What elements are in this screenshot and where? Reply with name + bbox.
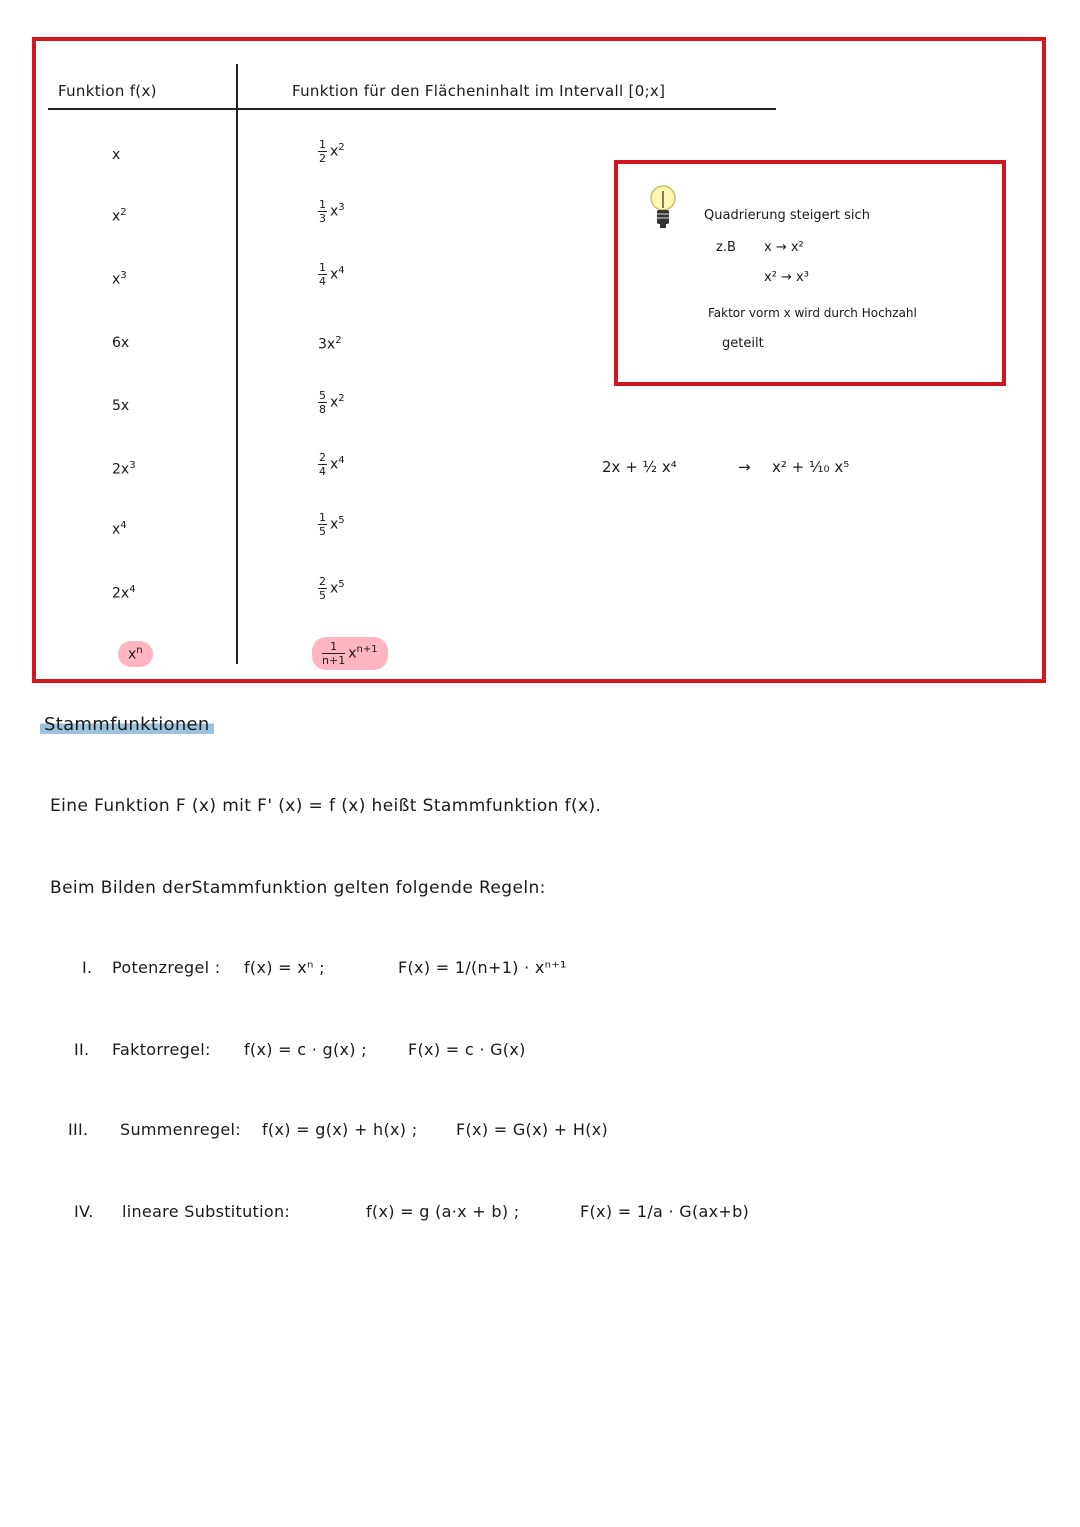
function-exponent: 4 xyxy=(129,584,136,595)
area-function-cell xyxy=(318,512,345,537)
coefficient-fraction xyxy=(318,199,327,224)
function-cell xyxy=(112,520,127,538)
area-exponent: 4 xyxy=(338,264,345,276)
fraction-denominator: 4 xyxy=(319,275,326,288)
area-exponent: 4 xyxy=(338,454,345,466)
header-function: Funktion f(x) xyxy=(58,82,157,100)
header-underline-left xyxy=(48,108,238,110)
area-function-cell xyxy=(318,262,345,287)
function-base: x xyxy=(128,646,137,663)
coefficient-fraction xyxy=(318,139,327,164)
function-base: 6x xyxy=(112,335,130,351)
lightbulb-icon xyxy=(646,182,680,236)
tip-example-1: x → x² xyxy=(764,240,804,255)
function-exponent: 3 xyxy=(129,460,136,471)
area-base: x xyxy=(330,394,339,411)
coefficient-fraction xyxy=(318,576,327,601)
area-exponent: 2 xyxy=(335,335,342,346)
rule-name: Potenzregel : xyxy=(112,958,221,977)
example-left: 2x + ½ x⁴ xyxy=(602,458,677,476)
function-base: x xyxy=(112,147,121,163)
rule-name: lineare Substitution: xyxy=(122,1202,291,1221)
function-exponent: 4 xyxy=(120,520,127,531)
rules-intro: Beim Bilden derStammfunktion gelten folgende Regeln: xyxy=(50,878,546,898)
function-exponent: 3 xyxy=(120,270,127,281)
function-cell xyxy=(112,207,127,225)
rule-antiderivative: F(x) = 1/(n+1) · xⁿ⁺¹ xyxy=(398,958,567,977)
fraction-numerator: 5 xyxy=(319,389,326,402)
fraction-numerator: 1 xyxy=(319,511,326,524)
area-function-cell xyxy=(318,335,342,353)
function-exponent: n xyxy=(136,645,143,656)
fraction-numerator: 1 xyxy=(319,138,326,151)
header-area-function: Funktion für den Flächeninhalt im Intervall [0;x] xyxy=(292,82,666,100)
rule-number: IV. xyxy=(74,1202,94,1221)
rule-function: f(x) = xⁿ ; xyxy=(244,958,325,977)
function-base: 5x xyxy=(112,398,130,414)
rule-name: Faktorregel: xyxy=(112,1040,211,1059)
function-cell xyxy=(118,641,153,667)
function-cell xyxy=(112,335,129,351)
fraction-denominator: n+1 xyxy=(322,654,346,667)
area-function-cell xyxy=(318,390,345,415)
rule-antiderivative: F(x) = c · G(x) xyxy=(408,1040,526,1059)
fraction-numerator: 1 xyxy=(319,261,326,274)
fraction-numerator: 1 xyxy=(319,198,326,211)
area-exponent: 5 xyxy=(338,514,345,526)
rule-number: III. xyxy=(68,1120,89,1139)
fraction-numerator: 1 xyxy=(330,640,338,653)
tip-line-4: geteilt xyxy=(722,336,764,351)
rule-number: I. xyxy=(82,958,93,977)
header-underline-right xyxy=(238,108,776,110)
function-cell xyxy=(112,270,127,288)
rule-function: f(x) = g (a·x + b) ; xyxy=(366,1202,520,1221)
area-exponent: 3 xyxy=(338,201,345,213)
section-heading: Stammfunktionen xyxy=(40,714,214,735)
coefficient-fraction xyxy=(318,452,327,477)
fraction-denominator: 4 xyxy=(319,465,326,478)
area-exponent: n+1 xyxy=(356,643,378,655)
area-base: x xyxy=(330,456,339,473)
function-exponent: 2 xyxy=(120,207,127,218)
fraction-numerator: 2 xyxy=(319,575,326,588)
area-base: x xyxy=(330,516,339,533)
rule-function: f(x) = g(x) + h(x) ; xyxy=(262,1120,418,1139)
area-base: x xyxy=(330,266,339,283)
area-exponent: 5 xyxy=(338,578,345,590)
area-function-cell xyxy=(318,576,345,601)
area-exponent: 2 xyxy=(338,392,345,404)
coefficient-fraction xyxy=(318,262,327,287)
function-base: x xyxy=(112,208,121,225)
coefficient-fraction xyxy=(322,641,345,666)
rule-number: II. xyxy=(74,1040,90,1059)
area-function-cell xyxy=(318,139,345,164)
area-base: x xyxy=(330,143,339,160)
tip-line-1: Quadrierung steigert sich xyxy=(704,208,870,223)
fraction-denominator: 2 xyxy=(319,152,326,165)
function-base: 2x xyxy=(112,585,130,602)
area-base: 3x xyxy=(318,336,336,353)
area-exponent: 2 xyxy=(338,141,345,153)
tip-example-2: x² → x³ xyxy=(764,270,809,285)
fraction-denominator: 3 xyxy=(319,212,326,225)
area-function-cell xyxy=(318,452,345,477)
definition-text: Eine Funktion F (x) mit F' (x) = f (x) heißt Stammfunktion f(x). xyxy=(50,796,602,816)
table-divider xyxy=(236,64,238,664)
tip-zb: z.B xyxy=(716,240,736,255)
function-base: x xyxy=(112,271,121,288)
example-arrow: → xyxy=(738,458,751,476)
function-base: 2x xyxy=(112,461,130,478)
function-cell xyxy=(112,584,136,602)
rule-antiderivative: F(x) = 1/a · G(ax+b) xyxy=(580,1202,750,1221)
function-cell xyxy=(112,398,129,414)
fraction-denominator: 8 xyxy=(319,403,326,416)
fraction-numerator: 2 xyxy=(319,451,326,464)
function-cell xyxy=(112,460,136,478)
coefficient-fraction xyxy=(318,512,327,537)
tip-line-3: Faktor vorm x wird durch Hochzahl xyxy=(708,306,917,320)
area-base: x xyxy=(348,645,357,662)
area-function-cell xyxy=(318,199,345,224)
rule-name: Summenregel: xyxy=(120,1120,241,1139)
fraction-denominator: 5 xyxy=(319,589,326,602)
example-right: x² + ⅒ x⁵ xyxy=(772,458,850,476)
coefficient-fraction xyxy=(318,390,327,415)
rule-antiderivative: F(x) = G(x) + H(x) xyxy=(456,1120,609,1139)
tip-box xyxy=(614,160,1006,386)
function-base: x xyxy=(112,521,121,538)
area-base: x xyxy=(330,580,339,597)
rule-function: f(x) = c · g(x) ; xyxy=(244,1040,367,1059)
area-function-cell xyxy=(312,637,388,670)
fraction-denominator: 5 xyxy=(319,525,326,538)
function-cell xyxy=(112,147,120,163)
area-base: x xyxy=(330,203,339,220)
